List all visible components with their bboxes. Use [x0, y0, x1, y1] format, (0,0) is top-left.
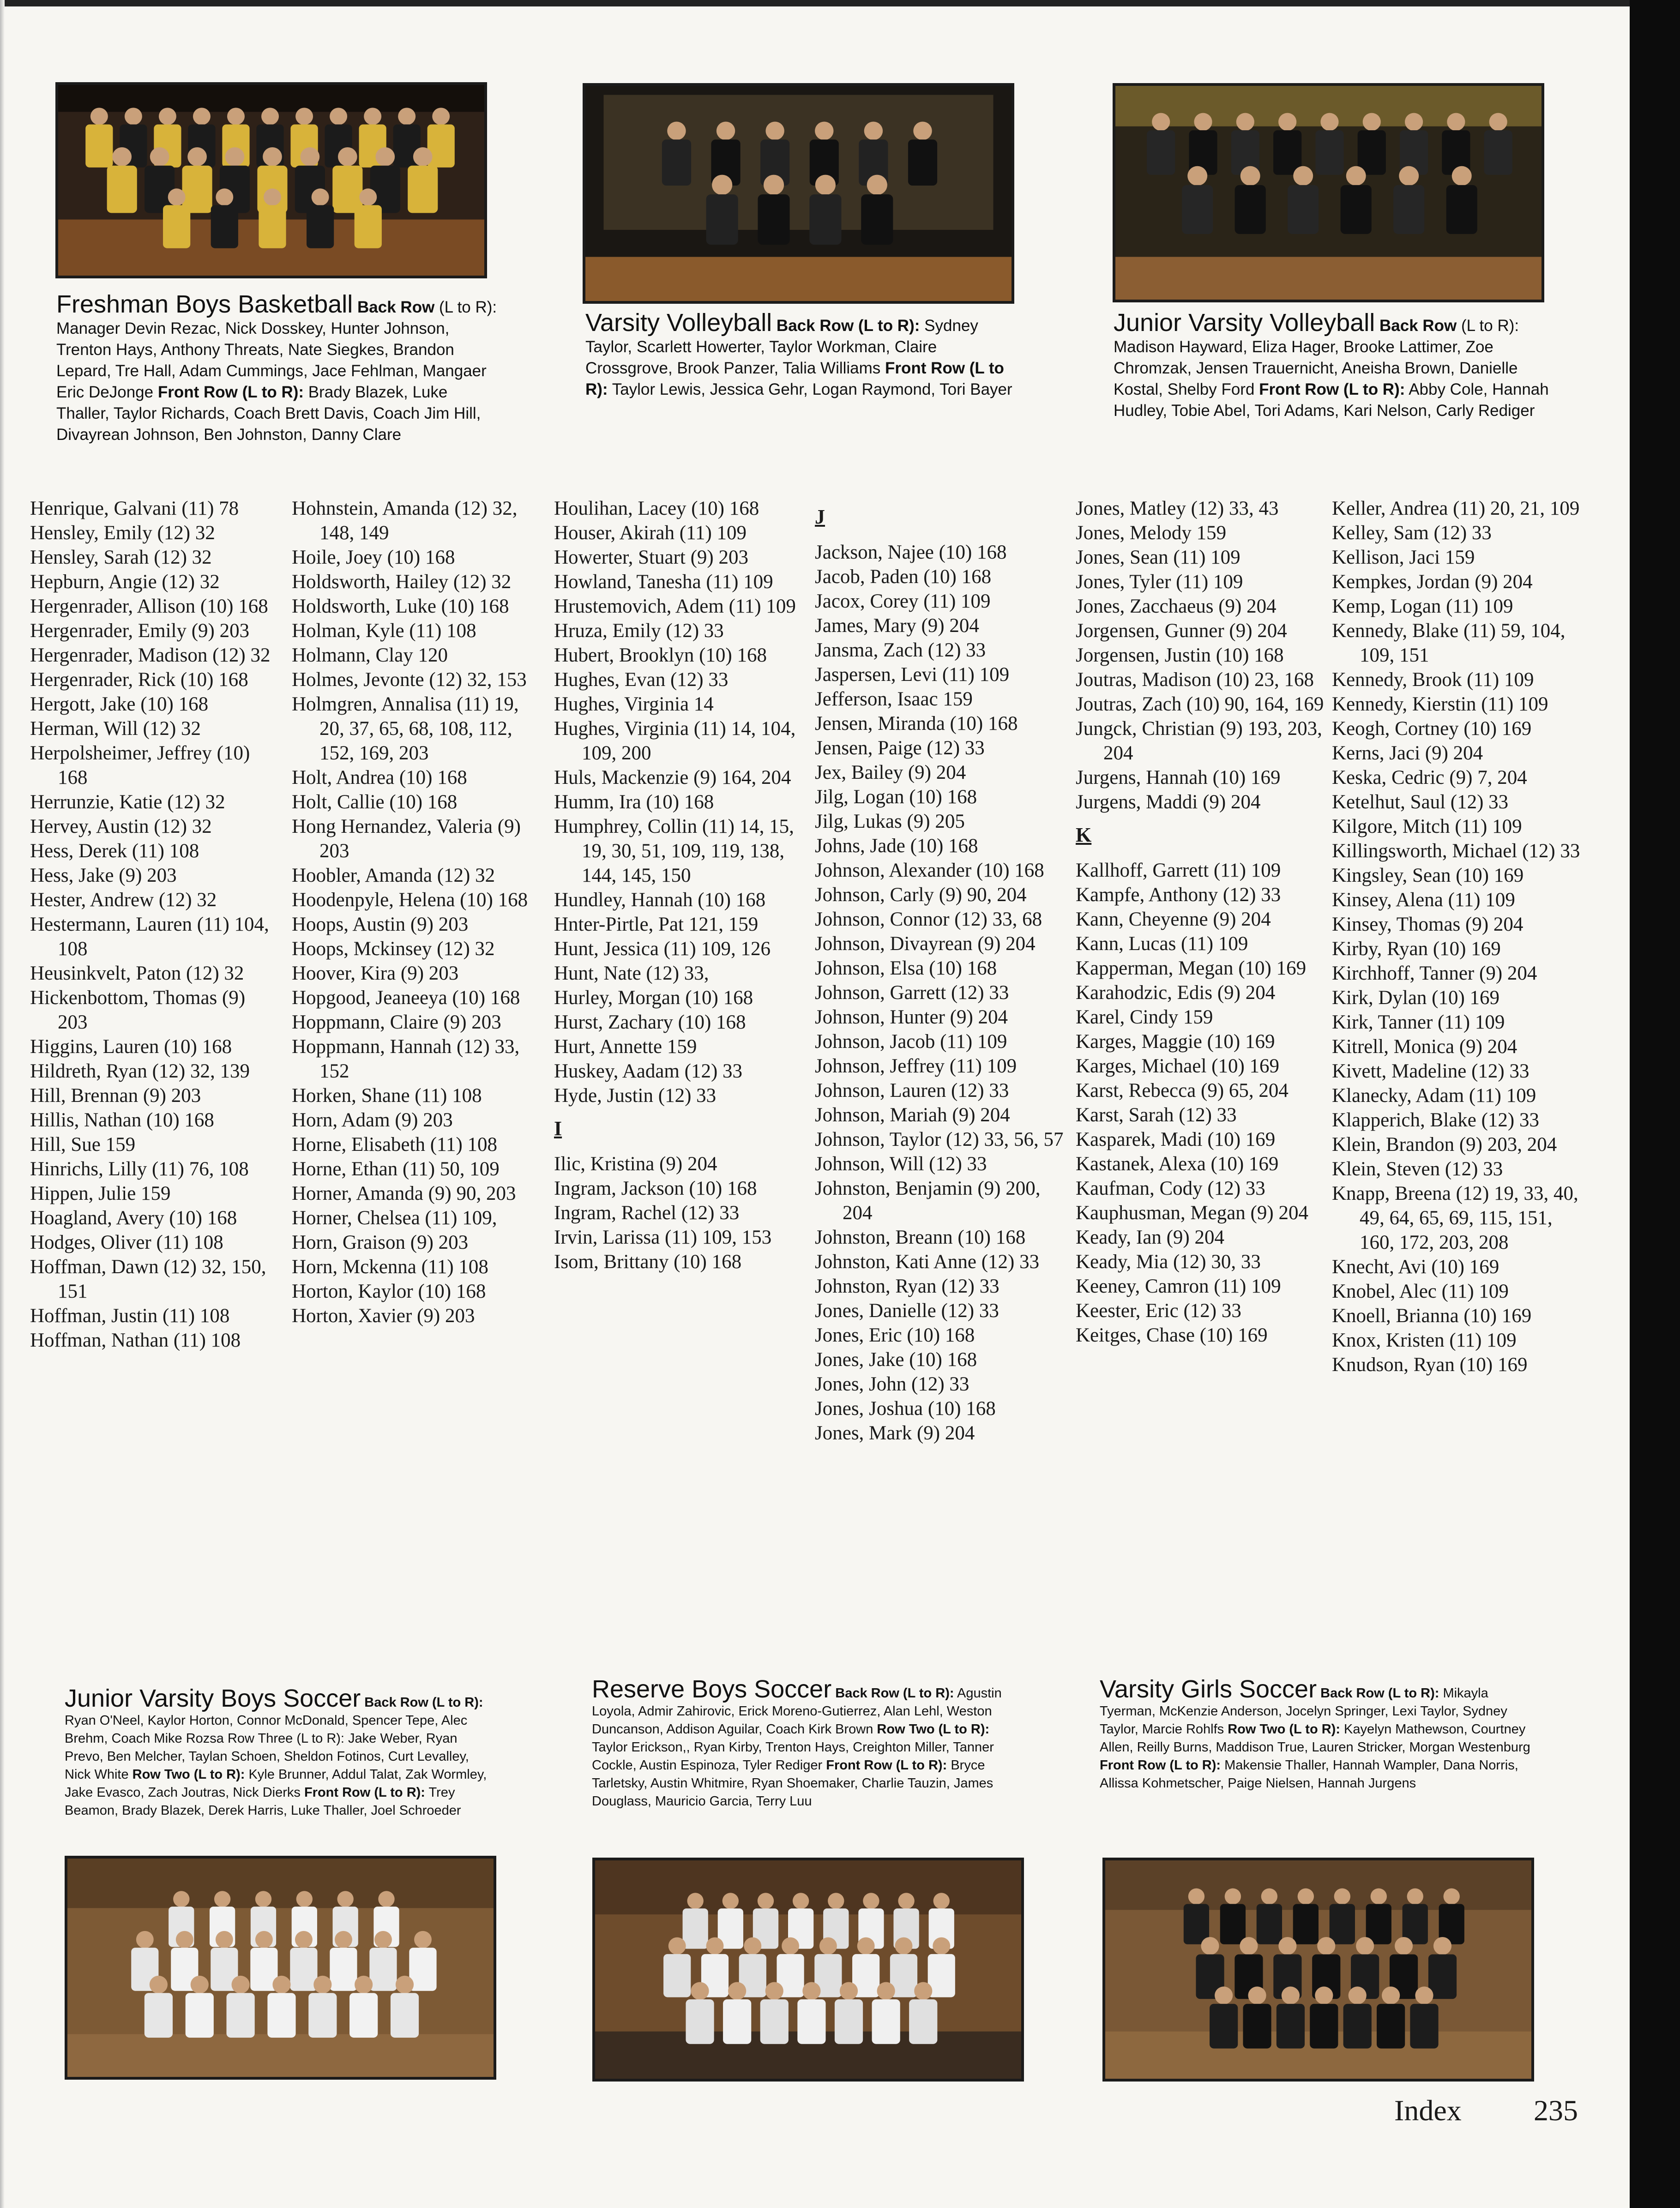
index-entry: Johnston, Breann (10) 168	[815, 1227, 1026, 1248]
index-entry: Hrustemovich, Adem (11) 109	[554, 596, 796, 617]
index-entry: Kennedy, Blake (11) 59, 104, 109, 151	[1332, 620, 1566, 666]
index-entry: Kapperman, Megan (10) 169	[1076, 957, 1307, 979]
index-entry: Kann, Cheyenne (9) 204	[1076, 908, 1271, 930]
caption-title: Freshman Boys Basketball	[56, 290, 353, 318]
index-entry: Hinrichs, Lilly (11) 76, 108	[30, 1158, 249, 1180]
index-entry: Jilg, Logan (10) 168	[815, 786, 977, 808]
index-entry: Knobel, Alec (11) 109	[1332, 1281, 1509, 1302]
caption-names: Makensie Thaller, Hannah Wampler, Dana Norris, Allissa Kohmetscher, Paige Nielsen, Hannah Jurgens	[1100, 1758, 1518, 1791]
index-entry: Kemp, Logan (11) 109	[1332, 596, 1513, 617]
index-entry: Jaspersen, Levi (11) 109	[815, 664, 1010, 686]
index-entry: Jones, Joshua (10) 168	[815, 1398, 996, 1420]
index-entry: Jones, Matley (12) 33, 43	[1076, 498, 1279, 519]
index-entry: Knapp, Breena (12) 19, 33, 40, 49, 64, 65, 69, 115, 151, 160, 172, 203, 208	[1332, 1183, 1578, 1253]
index-entry: Karges, Michael (10) 169	[1076, 1055, 1280, 1077]
index-entry: Hoffman, Justin (11) 108	[30, 1305, 230, 1327]
index-entry: Karel, Cindy 159	[1076, 1006, 1213, 1028]
footer-section-label: Index	[1394, 2094, 1462, 2127]
index-entry: Huskey, Aadam (12) 33	[554, 1060, 743, 1082]
index-entry: Jex, Bailey (9) 204	[815, 762, 966, 783]
index-entry: Holman, Kyle (11) 108	[292, 620, 476, 642]
index-entry: Hergenrader, Rick (10) 168	[30, 669, 248, 691]
caption-row-label: Front Row (L to R):	[1259, 380, 1405, 398]
index-entry: Horken, Shane (11) 108	[292, 1085, 482, 1107]
caption-row-label: Row Two (L to R):	[132, 1767, 245, 1782]
index-entry: Hickenbottom, Thomas (9) 203	[30, 987, 246, 1033]
index-entry: Heusinkvelt, Paton (12) 32	[30, 963, 244, 984]
index-entry: Hong Hernandez, Valeria (9) 203	[292, 816, 521, 862]
index-entry: Kastanek, Alexa (10) 169	[1076, 1153, 1279, 1175]
caption-names: Bryce Tarletsky, Austin Whitmire, Ryan Shoemaker, Charlie Tauzin, James Douglass, Mauricio Garcia, Terry Luu	[592, 1758, 994, 1809]
index-entry: Herpolsheimer, Jeffrey (10) 168	[30, 742, 250, 788]
index-entry: Kerns, Jaci (9) 204	[1332, 742, 1483, 764]
index-entry: Jones, Eric (10) 168	[815, 1324, 975, 1346]
caption-reserve-boys-soccer	[592, 1675, 1017, 1811]
caption-names: Sydney Taylor, Scarlett Howerter, Taylor Workman, Claire Crossgrove, Brook Panzer, Talia Williams	[585, 317, 978, 377]
caption-row-label: Front Row (L to R):	[826, 1758, 947, 1773]
index-entry: Higgins, Lauren (10) 168	[30, 1036, 232, 1058]
index-entry: Henrique, Galvani (11) 78	[30, 498, 239, 519]
caption-row-label: Row Two (L to R):	[1228, 1722, 1340, 1737]
caption-jv-boys-soccer	[65, 1685, 494, 1820]
index-entry: Hodges, Oliver (11) 108	[30, 1232, 223, 1253]
index-entry: Joutras, Zach (10) 90, 164, 169	[1076, 693, 1324, 715]
index-entry: Herrunzie, Katie (12) 32	[30, 791, 225, 813]
index-entry: Hensley, Sarah (12) 32	[30, 547, 212, 568]
index-column-5	[1076, 496, 1325, 1348]
index-entry: Hepburn, Angie (12) 32	[30, 571, 220, 593]
index-entry: Horton, Xavier (9) 203	[292, 1305, 475, 1327]
index-entry: Hughes, Virginia (11) 14, 104, 109, 200	[554, 718, 796, 764]
index-column-3	[554, 496, 803, 1274]
index-entry: Hippen, Julie 159	[30, 1183, 171, 1204]
index-entry: Kasparek, Madi (10) 169	[1076, 1129, 1276, 1150]
index-column-2	[292, 496, 541, 1328]
index-entry: Holt, Andrea (10) 168	[292, 767, 467, 788]
index-entry: Irvin, Larissa (11) 109, 153	[554, 1227, 772, 1248]
index-entry: Hughes, Evan (12) 33	[554, 669, 729, 691]
index-entry: Jacox, Corey (11) 109	[815, 590, 991, 612]
index-entry: Hruza, Emily (12) 33	[554, 620, 724, 642]
index-entry: Jones, Sean (11) 109	[1076, 547, 1240, 568]
index-entry: Kennedy, Kierstin (11) 109	[1332, 693, 1548, 715]
index-entry: Humphrey, Collin (11) 14, 15, 19, 30, 51, 109, 119, 138, 144, 145, 150	[554, 816, 794, 886]
index-entry: Herman, Will (12) 32	[30, 718, 201, 740]
index-entry: Hyde, Justin (12) 33	[554, 1085, 717, 1107]
index-entry: Johnson, Taylor (12) 33, 56, 57	[815, 1129, 1064, 1150]
caption-row-label: Back Row (L to R):	[835, 1686, 954, 1701]
index-entry: Johnston, Benjamin (9) 200, 204	[815, 1178, 1041, 1224]
index-entry: Keitges, Chase (10) 169	[1076, 1324, 1268, 1346]
index-entry: Keller, Andrea (11) 20, 21, 109	[1332, 498, 1580, 519]
photo-varsity-girls-soccer	[1102, 1858, 1534, 2082]
index-entry: Hill, Brennan (9) 203	[30, 1085, 201, 1107]
index-entry: Johnson, Alexander (10) 168	[815, 860, 1044, 881]
index-entry: Klein, Steven (12) 33	[1332, 1158, 1503, 1180]
index-entry: Klanecky, Adam (11) 109	[1332, 1085, 1536, 1107]
index-entry: Kaufman, Cody (12) 33	[1076, 1178, 1265, 1199]
index-entry: Hohnstein, Amanda (12) 32, 148, 149	[292, 498, 518, 544]
index-entry: Johnson, Mariah (9) 204	[815, 1104, 1010, 1126]
index-entry: Huls, Mackenzie (9) 164, 204	[554, 767, 791, 788]
index-entry: Johnson, Connor (12) 33, 68	[815, 908, 1042, 930]
index-entry: Horton, Kaylor (10) 168	[292, 1281, 486, 1302]
index-entry: Hoppmann, Hannah (12) 33, 152	[292, 1036, 520, 1082]
index-entry: Howerter, Stuart (9) 203	[554, 547, 748, 568]
index-entry: Houlihan, Lacey (10) 168	[554, 498, 759, 519]
index-entry: Johnson, Will (12) 33	[815, 1153, 987, 1175]
index-letter-heading: K	[1076, 824, 1092, 846]
index-entry: Hundley, Hannah (10) 168	[554, 889, 766, 911]
index-entry: Hess, Derek (11) 108	[30, 840, 199, 862]
index-entry: Killingsworth, Michael (12) 33	[1332, 840, 1580, 862]
index-entry: Jorgensen, Justin (10) 168	[1076, 644, 1284, 666]
index-entry: Knoell, Brianna (10) 169	[1332, 1305, 1532, 1327]
index-entry: Hunt, Jessica (11) 109, 126	[554, 938, 771, 960]
index-entry: Johnson, Hunter (9) 204	[815, 1006, 1008, 1028]
caption-title: Junior Varsity Boys Soccer	[65, 1685, 361, 1712]
index-column-4	[815, 496, 1064, 1445]
caption-names: Abby Cole, Hannah Hudley, Tobie Abel, Tori Adams, Kari Nelson, Carly Rediger	[1114, 380, 1549, 420]
index-entry: Hurley, Morgan (10) 168	[554, 987, 753, 1009]
caption-row-label: Front Row (L to R):	[585, 359, 1004, 398]
index-entry: Isom, Brittany (10) 168	[554, 1251, 742, 1273]
index-entry: Knudson, Ryan (10) 169	[1332, 1354, 1528, 1376]
index-letter-heading: I	[554, 1117, 562, 1140]
index-entry: Jefferson, Isaac 159	[815, 688, 973, 710]
index-entry: Kivett, Madeline (12) 33	[1332, 1060, 1529, 1082]
index-column-1	[30, 496, 279, 1353]
index-entry: Hoppmann, Claire (9) 203	[292, 1011, 501, 1033]
caption-names: Trey Beamon, Brady Blazek, Derek Harris, Luke Thaller, Joel Schroeder	[65, 1785, 461, 1818]
index-entry: Knecht, Avi (10) 169	[1332, 1256, 1499, 1278]
caption-row-label: Back Row	[357, 298, 435, 316]
index-entry: Karst, Sarah (12) 33	[1076, 1104, 1237, 1126]
index-entry: Johnson, Elsa (10) 168	[815, 957, 997, 979]
index-entry: Karges, Maggie (10) 169	[1076, 1031, 1275, 1053]
caption-title: Junior Varsity Volleyball	[1114, 309, 1375, 337]
index-entry: Hergenrader, Madison (12) 32	[30, 644, 271, 666]
index-entry: Karst, Rebecca (9) 65, 204	[1076, 1080, 1289, 1101]
photo-freshman-boys-basketball	[55, 82, 487, 278]
index-entry: Humm, Ira (10) 168	[554, 791, 714, 813]
index-entry: Jurgens, Hannah (10) 169	[1076, 767, 1281, 788]
index-entry: Hergenrader, Emily (9) 203	[30, 620, 250, 642]
caption-varsity-girls-soccer	[1100, 1675, 1534, 1793]
index-entry: Johnson, Lauren (12) 33	[815, 1080, 1009, 1101]
caption-jv-volleyball	[1114, 309, 1557, 421]
index-entry: Jungck, Christian (9) 193, 203, 204	[1076, 718, 1322, 764]
index-entry: Ingram, Jackson (10) 168	[554, 1178, 757, 1199]
index-entry: Hoagland, Avery (10) 168	[30, 1207, 237, 1229]
index-entry: Hoodenpyle, Helena (10) 168	[292, 889, 528, 911]
index-entry: Karahodzic, Edis (9) 204	[1076, 982, 1276, 1004]
index-entry: Kennedy, Brook (11) 109	[1332, 669, 1534, 691]
index-entry: Kirk, Tanner (11) 109	[1332, 1011, 1505, 1033]
index-entry: Keska, Cedric (9) 7, 204	[1332, 767, 1527, 788]
caption-names: (L to R): Manager Devin Rezac, Nick Dosskey, Hunter Johnson, Trenton Hays, Anthony Threats, Nate Siegkes, Brandon Lepard, Tre Hall, Adam Cummings, Jace Fehlman, Mangaer Eric DeJonge	[56, 298, 497, 401]
index-entry: Kelley, Sam (12) 33	[1332, 522, 1492, 544]
index-entry: Ingram, Rachel (12) 33	[554, 1202, 740, 1224]
index-entry: Johnson, Divayrean (9) 204	[815, 933, 1036, 955]
caption-names: Taylor Erickson,, Ryan Kirby, Trenton Hays, Creighton Miller, Tanner Cockle, Austin Espinoza, Tyler Rediger	[592, 1740, 994, 1773]
index-entry: Hurst, Zachary (10) 168	[554, 1011, 746, 1033]
index-entry: Hess, Jake (9) 203	[30, 865, 177, 886]
caption-varsity-volleyball	[585, 309, 1015, 400]
index-entry: Kirchhoff, Tanner (9) 204	[1332, 963, 1537, 984]
page-top-edge	[0, 0, 1630, 6]
index-entry: James, Mary (9) 204	[815, 615, 979, 637]
index-entry: Joutras, Madison (10) 23, 168	[1076, 669, 1314, 691]
index-entry: Johnson, Carly (9) 90, 204	[815, 884, 1027, 906]
index-entry: Jensen, Paige (12) 33	[815, 737, 985, 759]
index-entry: Jones, Zacchaeus (9) 204	[1076, 596, 1277, 617]
index-entry: Horn, Mckenna (11) 108	[292, 1256, 488, 1278]
index-entry: Jones, Jake (10) 168	[815, 1349, 977, 1371]
index-column-6	[1332, 496, 1581, 1377]
caption-names: Ryan O'Neel, Kaylor Horton, Connor McDonald, Spencer Tepe, Alec Brehm, Coach Mike Rozsa Row Three (L to R): Jake Weber, Ryan Prevo, Ben Melcher, Taylan Schoen, Sheldon Fotinos, Curt Levalley, Nick White	[65, 1713, 469, 1782]
index-entry: Hoffman, Nathan (11) 108	[30, 1330, 241, 1351]
index-entry: Horn, Adam (9) 203	[292, 1109, 453, 1131]
index-entry: Hoffman, Dawn (12) 32, 150, 151	[30, 1256, 266, 1302]
caption-names: Brady Blazek, Luke Thaller, Taylor Richards, Coach Brett Davis, Coach Jim Hill, Divayrean Johnson, Ben Johnston, Danny Clare	[56, 383, 481, 444]
index-entry: Kitrell, Monica (9) 204	[1332, 1036, 1517, 1058]
index-entry: Johnston, Kati Anne (12) 33	[815, 1251, 1040, 1273]
index-entry: Ilic, Kristina (9) 204	[554, 1153, 717, 1175]
index-entry: Horner, Amanda (9) 90, 203	[292, 1183, 516, 1204]
index-entry: Kempkes, Jordan (9) 204	[1332, 571, 1533, 593]
caption-row-label: Front Row (L to R):	[1100, 1758, 1221, 1773]
caption-row-label: Back Row (L to R):	[364, 1695, 483, 1710]
index-entry: Johnson, Jacob (11) 109	[815, 1031, 1007, 1053]
index-entry: Horn, Graison (9) 203	[292, 1232, 469, 1253]
caption-freshman-boys-basketball	[56, 290, 500, 445]
index-entry: Jones, Mark (9) 204	[815, 1422, 975, 1444]
index-entry: Horne, Elisabeth (11) 108	[292, 1134, 498, 1155]
caption-row-label: Row Two (L to R):	[877, 1722, 990, 1737]
index-entry: Hoover, Kira (9) 203	[292, 963, 459, 984]
index-entry: Johnston, Ryan (12) 33	[815, 1275, 1000, 1297]
photo-jv-volleyball	[1113, 83, 1544, 302]
index-entry: Kinsey, Thomas (9) 204	[1332, 914, 1523, 935]
index-entry: Holmgren, Annalisa (11) 19, 20, 37, 65, 68, 108, 112, 152, 169, 203	[292, 693, 519, 764]
index-entry: Jones, John (12) 33	[815, 1373, 969, 1395]
index-entry: Hunt, Nate (12) 33,	[554, 963, 709, 984]
index-entry: Knox, Kristen (11) 109	[1332, 1330, 1517, 1351]
index-entry: Jensen, Miranda (10) 168	[815, 713, 1018, 734]
index-entry: Hestermann, Lauren (11) 104, 108	[30, 914, 269, 960]
index-entry: Holmes, Jevonte (12) 32, 153	[292, 669, 527, 691]
index-entry: Keeney, Camron (11) 109	[1076, 1275, 1281, 1297]
photo-reserve-boys-soccer	[592, 1858, 1024, 2082]
index-entry: Keester, Eric (12) 33	[1076, 1300, 1241, 1322]
index-entry: Hergott, Jake (10) 168	[30, 693, 209, 715]
index-entry: Jackson, Najee (10) 168	[815, 541, 1007, 563]
index-entry: Kinsey, Alena (11) 109	[1332, 889, 1515, 911]
index-entry: Hillis, Nathan (10) 168	[30, 1109, 214, 1131]
caption-title: Varsity Girls Soccer	[1100, 1675, 1317, 1703]
caption-names: Taylor Lewis, Jessica Gehr, Logan Raymond, Tori Bayer	[612, 380, 1012, 398]
caption-names: (L to R): Madison Hayward, Eliza Hager, Brooke Lattimer, Zoe Chromzak, Jensen Trauernicht, Aneisha Brown, Danielle Kostal, Shelby Ford	[1114, 317, 1519, 398]
caption-title: Reserve Boys Soccer	[592, 1675, 832, 1703]
index-entry: Holdsworth, Hailey (12) 32	[292, 571, 512, 593]
index-entry: Jones, Melody 159	[1076, 522, 1227, 544]
caption-row-label: Front Row (L to R):	[304, 1785, 425, 1800]
index-entry: Klapperich, Blake (12) 33	[1332, 1109, 1539, 1131]
index-entry: Jorgensen, Gunner (9) 204	[1076, 620, 1287, 642]
index-entry: Jacob, Paden (10) 168	[815, 566, 992, 588]
index-entry: Hurt, Annette 159	[554, 1036, 697, 1058]
index-entry: Kingsley, Sean (10) 169	[1332, 865, 1524, 886]
caption-row-label: Back Row (L to R):	[1320, 1686, 1439, 1701]
photo-varsity-volleyball	[583, 83, 1014, 304]
page-number: 235	[1534, 2094, 1578, 2127]
index-entry: Kellison, Jaci 159	[1332, 547, 1475, 568]
index-entry: Horner, Chelsea (11) 109,	[292, 1207, 497, 1229]
index-entry: Hester, Andrew (12) 32	[30, 889, 217, 911]
index-entry: Hoops, Mckinsey (12) 32	[292, 938, 495, 960]
page-gutter-shadow	[0, 0, 5, 2208]
index-entry: Klein, Brandon (9) 203, 204	[1332, 1134, 1557, 1155]
index-entry: Kirby, Ryan (10) 169	[1332, 938, 1501, 960]
index-entry: Hensley, Emily (12) 32	[30, 522, 215, 544]
caption-names: Kyle Brunner, Addul Talat, Zak Wormley, Jake Evasco, Zach Joutras, Nick Dierks	[65, 1767, 487, 1800]
index-entry: Jansma, Zach (12) 33	[815, 639, 986, 661]
index-entry: Hill, Sue 159	[30, 1134, 136, 1155]
caption-title: Varsity Volleyball	[585, 309, 772, 337]
index-entry: Holmann, Clay 120	[292, 644, 448, 666]
index-entry: Jurgens, Maddi (9) 204	[1076, 791, 1261, 813]
caption-names: Mikayla Tyerman, McKenzie Anderson, Jocelyn Springer, Lexi Taylor, Sydney Taylor, Marcie Rohlfs	[1100, 1686, 1507, 1737]
index-entry: Hildreth, Ryan (12) 32, 139	[30, 1060, 250, 1082]
caption-row-label: Front Row (L to R):	[157, 383, 304, 401]
index-entry: Hergenrader, Allison (10) 168	[30, 596, 268, 617]
index-entry: Hughes, Virginia 14	[554, 693, 714, 715]
index-entry: Kallhoff, Garrett (11) 109	[1076, 860, 1281, 881]
index-entry: Kampfe, Anthony (12) 33	[1076, 884, 1281, 906]
index-entry: Hoobler, Amanda (12) 32	[292, 865, 495, 886]
index-entry: Hoops, Austin (9) 203	[292, 914, 469, 935]
index-entry: Jones, Danielle (12) 33	[815, 1300, 999, 1322]
caption-names: Agustin Loyola, Admir Zahirovic, Erick Moreno-Gutierrez, Alan Lehl, Weston Duncanson, Addison Aguilar, Coach Kirk Brown	[592, 1686, 1002, 1737]
index-entry: Jilg, Lukas (9) 205	[815, 811, 965, 832]
caption-row-label: Back Row	[1379, 317, 1457, 335]
index-entry: Johnson, Garrett (12) 33	[815, 982, 1009, 1004]
index-entry: Keady, Ian (9) 204	[1076, 1227, 1224, 1248]
index-entry: Jones, Tyler (11) 109	[1076, 571, 1243, 593]
index-entry: Hervey, Austin (12) 32	[30, 816, 212, 837]
index-entry: Hnter-Pirtle, Pat 121, 159	[554, 914, 759, 935]
index-entry: Kirk, Dylan (10) 169	[1332, 987, 1500, 1009]
index-entry: Johnson, Jeffrey (11) 109	[815, 1055, 1017, 1077]
index-entry: Holt, Callie (10) 168	[292, 791, 458, 813]
caption-names: Kayelyn Mathewson, Courtney Allen, Reilly Burns, Maddison True, Lauren Stricker, Morgan Westenburg	[1100, 1722, 1530, 1755]
caption-row-label: Back Row (L to R):	[776, 317, 920, 335]
index-entry: Keady, Mia (12) 30, 33	[1076, 1251, 1261, 1273]
index-entry: Kann, Lucas (11) 109	[1076, 933, 1248, 955]
index-entry: Ketelhut, Saul (12) 33	[1332, 791, 1509, 813]
index-entry: Holdsworth, Luke (10) 168	[292, 596, 509, 617]
page-right-edge	[1630, 0, 1680, 2208]
index-entry: Kilgore, Mitch (11) 109	[1332, 816, 1522, 837]
index-entry: Kauphusman, Megan (9) 204	[1076, 1202, 1308, 1224]
index-letter-heading: J	[815, 505, 825, 528]
index-entry: Houser, Akirah (11) 109	[554, 522, 747, 544]
index-entry: Horne, Ethan (11) 50, 109	[292, 1158, 500, 1180]
index-entry: Hubert, Brooklyn (10) 168	[554, 644, 767, 666]
photo-jv-boys-soccer	[65, 1856, 496, 2080]
index-entry: Johns, Jade (10) 168	[815, 835, 978, 857]
index-entry: Hoile, Joey (10) 168	[292, 547, 455, 568]
index-entry: Keogh, Cortney (10) 169	[1332, 718, 1532, 740]
index-entry: Howland, Tanesha (11) 109	[554, 571, 773, 593]
index-entry: Hopgood, Jeaneeya (10) 168	[292, 987, 520, 1009]
